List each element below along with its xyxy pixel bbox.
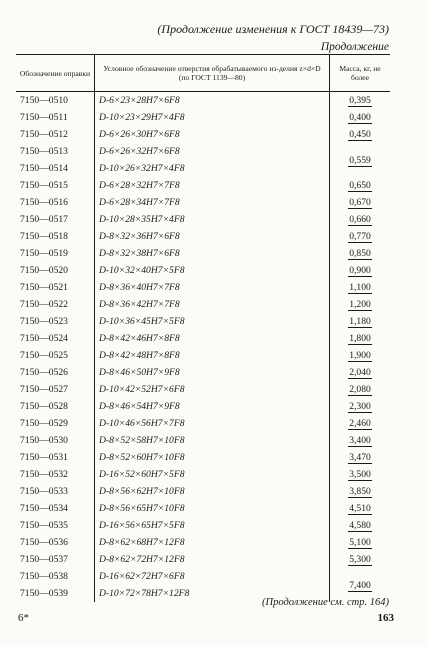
mass-cell xyxy=(330,432,391,449)
hole-designation-cell: D-8×56×62H7×10F8 xyxy=(95,483,330,500)
mandrel-code-cell: 7150—0526 xyxy=(20,367,68,378)
mass-value: 0,650 xyxy=(349,180,371,191)
mass-value: 1,800 xyxy=(349,333,371,344)
table-row xyxy=(16,92,390,110)
mass-value: 0,670 xyxy=(349,197,371,208)
mass-cell xyxy=(330,347,391,364)
mandrel-code-cell: 7150—0539 xyxy=(20,588,68,599)
table-row xyxy=(16,211,390,228)
mandrel-code-cell: 7150—0512 xyxy=(20,129,68,140)
hole-designation-cell: D-16×56×65H7×5F8 xyxy=(95,517,330,534)
table-row xyxy=(16,534,390,551)
hole-designation-cell: D-16×62×72H7×6F8 xyxy=(95,568,330,585)
hole-designation-cell: D-6×26×30H7×6F8 xyxy=(95,126,330,143)
mass-value: 0,770 xyxy=(349,231,371,242)
mandrel-code-cell: 7150—0517 xyxy=(20,214,68,225)
mandrel-code-cell: 7150—0519 xyxy=(20,248,68,259)
mass-cell xyxy=(330,262,391,279)
mass-value: 5,100 xyxy=(349,537,371,548)
table-row xyxy=(16,415,390,432)
table-row xyxy=(16,449,390,466)
mass-cell xyxy=(330,228,391,245)
mandrel-code-cell: 7150—0527 xyxy=(20,384,68,395)
hole-designation-cell: D-10×26×32H7×4F8 xyxy=(95,160,330,177)
mass-value: 0,660 xyxy=(349,214,371,225)
table-row xyxy=(16,109,390,126)
mass-cell xyxy=(330,483,391,500)
table-row xyxy=(16,313,390,330)
mandrel-code-cell: 7150—0520 xyxy=(20,265,68,276)
continuation-note: (Продолжение см. стр. 164) xyxy=(262,597,389,608)
continuation-header: Продолжение xyxy=(320,41,389,53)
mandrel-code-cell: 7150—0529 xyxy=(20,418,68,429)
mandrel-code-cell: 7150—0523 xyxy=(20,316,68,327)
table-row xyxy=(16,143,390,160)
hole-designation-cell: D-8×36×40H7×7F8 xyxy=(95,279,330,296)
hole-designation-cell: D-8×62×68H7×12F8 xyxy=(95,534,330,551)
mass-value: 2,300 xyxy=(349,401,371,412)
mass-cell xyxy=(330,500,391,517)
table-row xyxy=(16,398,390,415)
mass-value: 1,900 xyxy=(349,350,371,361)
mandrel-code-cell: 7150—0531 xyxy=(20,452,68,463)
mandrel-table xyxy=(16,54,390,602)
mandrel-code-cell: 7150—0524 xyxy=(20,333,68,344)
table-row xyxy=(16,568,390,585)
mass-cell xyxy=(330,245,391,262)
column-header-mass: Масса, кг, не более xyxy=(330,55,391,92)
table-row xyxy=(16,245,390,262)
mass-value: 3,400 xyxy=(349,435,371,446)
hole-designation-cell: D-8×52×58H7×10F8 xyxy=(95,432,330,449)
hole-designation-cell: D-10×32×40H7×5F8 xyxy=(95,262,330,279)
mandrel-code-cell: 7150—0521 xyxy=(20,282,68,293)
mass-value: 4,580 xyxy=(349,520,371,531)
mandrel-code-cell: 7150—0538 xyxy=(20,571,68,582)
mass-cell xyxy=(330,92,391,110)
mandrel-code-cell: 7150—0515 xyxy=(20,180,68,191)
mass-cell xyxy=(330,381,391,398)
column-header-designation: Условное обозначение отверстия обрабатываемого из-делия z×d×D (по ГОСТ 1139—80) xyxy=(95,55,330,92)
table-row xyxy=(16,296,390,313)
hole-designation-cell: D-8×32×36H7×6F8 xyxy=(95,228,330,245)
mass-cell xyxy=(330,449,391,466)
table-row xyxy=(16,551,390,568)
table-row xyxy=(16,466,390,483)
mass-cell xyxy=(330,109,391,126)
table-row xyxy=(16,517,390,534)
mandrel-code-cell: 7150—0513 xyxy=(20,146,68,157)
mass-value: 0,559 xyxy=(349,154,371,166)
table-row xyxy=(16,347,390,364)
mass-value: 1,200 xyxy=(349,299,371,310)
hole-designation-cell: D-8×62×72H7×12F8 xyxy=(95,551,330,568)
mass-cell xyxy=(330,517,391,534)
table-row xyxy=(16,126,390,143)
mass-cell xyxy=(330,177,391,194)
mass-value: 2,080 xyxy=(349,384,371,395)
hole-designation-cell: D-6×23×28H7×6F8 xyxy=(95,92,330,110)
mass-cell xyxy=(330,551,391,568)
mass-cell xyxy=(330,211,391,228)
mass-value: 2,460 xyxy=(349,418,371,429)
mass-cell xyxy=(330,313,391,330)
table-row xyxy=(16,228,390,245)
hole-designation-cell: D-8×36×42H7×7F8 xyxy=(95,296,330,313)
mandrel-code-cell: 7150—0534 xyxy=(20,503,68,514)
hole-designation-cell: D-10×23×29H7×4F8 xyxy=(95,109,330,126)
table-row xyxy=(16,432,390,449)
mass-value: 0,450 xyxy=(349,129,371,140)
table-row xyxy=(16,279,390,296)
continuation-change-header: (Продолжение изменения к ГОСТ 18439—73) xyxy=(157,22,389,36)
mass-cell xyxy=(330,279,391,296)
mass-cell xyxy=(330,296,391,313)
mass-value: 0,850 xyxy=(349,248,371,259)
hole-designation-cell: D-8×52×60H7×10F8 xyxy=(95,449,330,466)
hole-designation-cell: D-10×46×56H7×7F8 xyxy=(95,415,330,432)
hole-designation-cell: D-10×72×78H7×12F8 xyxy=(95,585,330,602)
mandrel-code-cell: 7150—0514 xyxy=(20,163,68,174)
table-row xyxy=(16,500,390,517)
mandrel-code-cell: 7150—0532 xyxy=(20,469,68,480)
table-row xyxy=(16,381,390,398)
hole-designation-cell: D-10×36×45H7×5F8 xyxy=(95,313,330,330)
mass-cell xyxy=(330,330,391,347)
page-number-right: 163 xyxy=(377,612,394,624)
mass-value: 1,180 xyxy=(349,316,371,327)
mandrel-code-cell: 7150—0528 xyxy=(20,401,68,412)
mandrel-code-cell: 7150—0530 xyxy=(20,435,68,446)
mass-value: 3,500 xyxy=(349,469,371,480)
table-header-row xyxy=(16,55,390,92)
hole-designation-cell: D-8×42×48H7×8F8 xyxy=(95,347,330,364)
hole-designation-cell: D-16×52×60H7×5F8 xyxy=(95,466,330,483)
hole-designation-cell: D-6×28×34H7×7F8 xyxy=(95,194,330,211)
table-row xyxy=(16,177,390,194)
mass-value: 1,100 xyxy=(349,282,371,293)
table-row xyxy=(16,262,390,279)
mass-cell xyxy=(330,194,391,211)
mass-cell xyxy=(330,466,391,483)
mass-value: 2,040 xyxy=(349,367,371,378)
mass-value: 3,850 xyxy=(349,486,371,497)
hole-designation-cell: D-8×46×50H7×9F8 xyxy=(95,364,330,381)
hole-designation-cell: D-8×42×46H7×8F8 xyxy=(95,330,330,347)
mass-cell xyxy=(330,534,391,551)
mass-value: 4,510 xyxy=(349,503,371,514)
mandrel-code-cell: 7150—0537 xyxy=(20,554,68,565)
mass-cell xyxy=(330,364,391,381)
mass-value: 0,900 xyxy=(349,265,371,276)
hole-designation-cell: D-6×26×32H7×6F8 xyxy=(95,143,330,160)
mandrel-code-cell: 7150—0533 xyxy=(20,486,68,497)
mass-cell xyxy=(330,143,391,177)
hole-designation-cell: D-8×46×54H7×9F8 xyxy=(95,398,330,415)
table-row xyxy=(16,194,390,211)
mandrel-code-cell: 7150—0522 xyxy=(20,299,68,310)
mandrel-code-cell: 7150—0535 xyxy=(20,520,68,531)
column-header-code: Обозначение оправки xyxy=(16,55,95,92)
mass-cell xyxy=(330,415,391,432)
mass-value: 0,400 xyxy=(349,112,371,123)
mandrel-code-cell: 7150—0536 xyxy=(20,537,68,548)
table-row xyxy=(16,330,390,347)
mandrel-code-cell: 7150—0516 xyxy=(20,197,68,208)
mass-value: 5,300 xyxy=(349,554,371,565)
hole-designation-cell: D-10×28×35H7×4F8 xyxy=(95,211,330,228)
mandrel-code-cell: 7150—0518 xyxy=(20,231,68,242)
mass-value: 7,400 xyxy=(349,579,371,591)
table-row xyxy=(16,364,390,381)
hole-designation-cell: D-10×42×52H7×6F8 xyxy=(95,381,330,398)
hole-designation-cell: D-8×56×65H7×10F8 xyxy=(95,500,330,517)
mass-cell xyxy=(330,126,391,143)
mandrel-code-cell: 7150—0511 xyxy=(20,112,68,123)
hole-designation-cell: D-8×32×38H7×6F8 xyxy=(95,245,330,262)
page-number-left: 6* xyxy=(18,612,29,624)
hole-designation-cell: D-6×28×32H7×7F8 xyxy=(95,177,330,194)
mandrel-code-cell: 7150—0525 xyxy=(20,350,68,361)
mass-value: 3,470 xyxy=(349,452,371,463)
mass-value: 0,395 xyxy=(349,95,371,106)
table-row xyxy=(16,483,390,500)
mandrel-code-cell: 7150—0510 xyxy=(20,95,68,106)
mass-cell xyxy=(330,398,391,415)
